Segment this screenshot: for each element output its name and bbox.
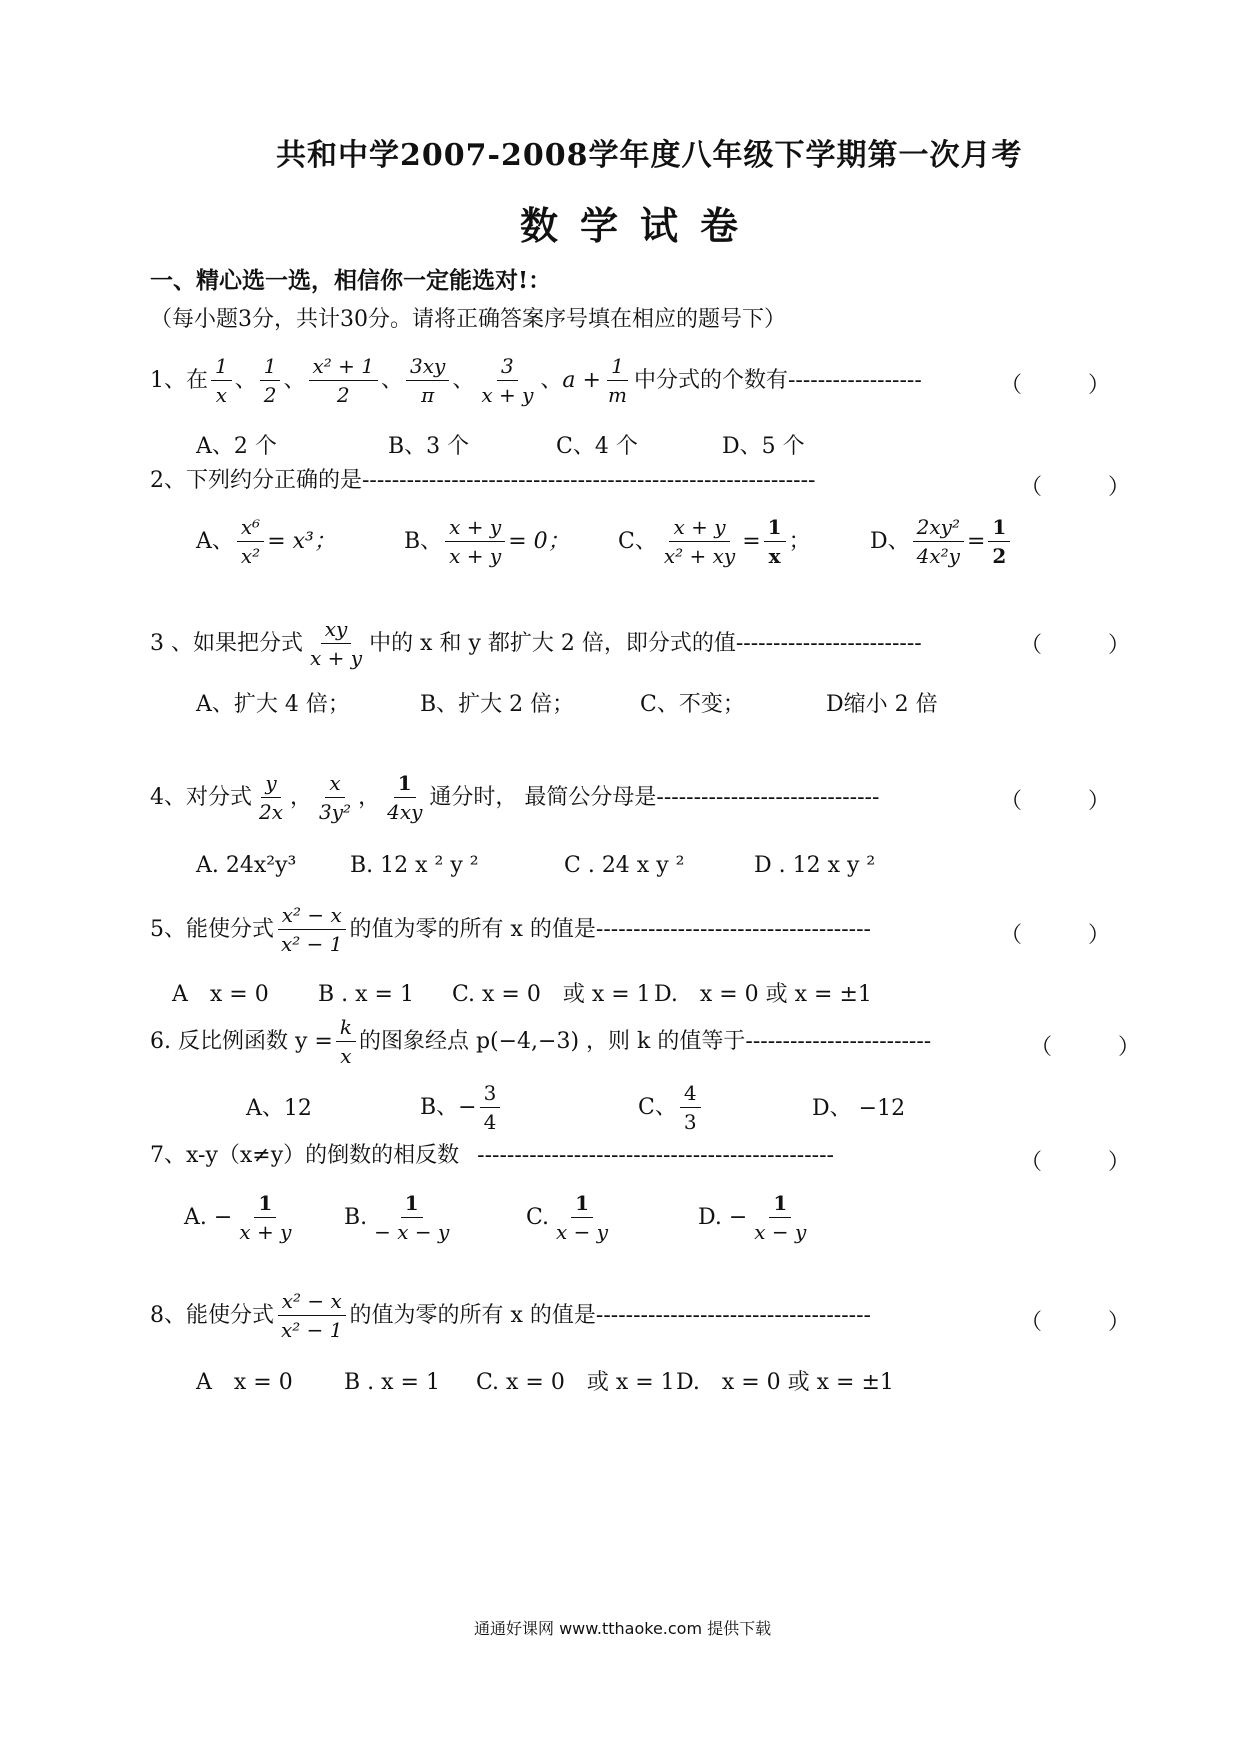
question-stem: 4、对分式 (150, 784, 252, 810)
option-c: C. x = 0 或 x = 1 (476, 1370, 675, 1395)
answer-dashes: ------------------------------------------------------------- (362, 468, 816, 493)
option-d: D . 12 x y ² (754, 853, 876, 878)
option-b: B、− $\frac{3}{4}$ (420, 1082, 503, 1133)
option-a: A、2 个 (196, 434, 277, 459)
question-2 (150, 470, 815, 492)
fraction: $\frac{3xy}{\pi}$ (406, 355, 449, 406)
option-c: C、4 个 (556, 434, 638, 459)
answer-dashes: ------------------------------------- (595, 916, 871, 942)
answer-bracket[interactable]: （ ） (1020, 475, 1131, 500)
option-c: C . 24 x y ² (564, 853, 685, 878)
option-a: A x = 0 (196, 1370, 293, 1395)
question-5: 5、能使分式 $\frac{\text{x² − x}}{\text{x² − 1}}$ 的值为零的所有 x 的值是 ------------------------------------- (150, 903, 871, 956)
question-6: 6. 反比例函数 y = $\frac{k}{x}$ 的图象经点 p(−4,−3) ，则 k 的值等于 ------------------------- (150, 1015, 932, 1068)
answer-dashes: ------------------------------------- (595, 1302, 871, 1328)
option-a: A. 24x²y³ (196, 853, 297, 878)
question-stem: 5、能使分式 (150, 916, 274, 942)
option-a: A x = 0 (172, 982, 269, 1007)
option-d: D. x = 0 或 x = ±1 (654, 982, 872, 1007)
option-c: C、 $\frac{x + y}{\text{x² + xy}}$ = $\frac{1}{x}$ ； (618, 515, 811, 568)
question-stem: 7、x-y（x≠y）的倒数的相反数 (150, 1143, 460, 1168)
option-a: A. − $\frac{1}{x + y}$ (184, 1191, 292, 1244)
fraction: $\frac{xy}{x + y}$ (310, 617, 363, 670)
section-note: （每小题3分，共计30分。请将正确答案序号填在相应的题号下） (150, 307, 786, 332)
exam-subtitle: 数学试卷 (520, 203, 761, 248)
option-d: D. − $\frac{1}{x - y}$ (698, 1191, 807, 1244)
option-a: A、扩大 4 倍； (196, 692, 350, 717)
answer-bracket[interactable]: （ ） (1000, 373, 1111, 398)
question-7 (150, 1145, 834, 1167)
fraction: $\frac{\text{x² + 1}}{2}$ (309, 355, 379, 406)
option-c: C、不变； (640, 692, 745, 717)
answer-dashes: ------------------------- (735, 630, 922, 656)
option-c: C、 $\frac{4}{3}$ (638, 1082, 704, 1133)
option-a: A、12 (246, 1096, 312, 1121)
answer-bracket[interactable]: （ ） (1000, 923, 1111, 948)
question-stem: 8、能使分式 (150, 1302, 274, 1328)
question-stem: 1、在 (150, 367, 208, 393)
exam-title: 共和中学2007-2008学年度八年级下学期第一次月考 (276, 138, 1023, 173)
question-stem: 6. 反比例函数 y = (150, 1028, 333, 1054)
fraction: $\frac{1}{2}$ (260, 355, 281, 406)
section-heading: 一、精心选一选，相信你一定能选对!： (150, 267, 552, 294)
answer-bracket[interactable]: （ ） (1030, 1035, 1141, 1060)
option-c: C. x = 0 或 x = 1 (452, 982, 651, 1007)
answer-dashes: ------------------------------ (656, 784, 880, 810)
option-d: D缩小 2 倍 (826, 692, 938, 717)
option-d: D、5 个 (722, 434, 805, 459)
option-b: B . x = 1 (344, 1370, 440, 1395)
option-b: B、3 个 (388, 434, 470, 459)
option-c: C. $\frac{1}{x - y}$ (526, 1191, 609, 1244)
question-3: 3 、如果把分式 $\frac{xy}{x + y}$ 中的 x 和 y 都扩大 2 倍，即分式的值 ------------------------- (150, 617, 922, 670)
fraction: $\frac{1}{x}$ (211, 355, 232, 406)
question-stem: 2、下列约分正确的是 (150, 468, 362, 493)
answer-dashes: ------------------ (787, 367, 922, 393)
footer-source: 通通好课网 www.tthaoke.com 提供下载 (474, 1619, 772, 1638)
option-b: B、 $\frac{x + y}{x + y}$ = 0； (404, 515, 570, 568)
question-1: 1、在 $\frac{1}{x}$ 、 $\frac{1}{2}$ 、 $\frac{\text{x² + 1}}{2}$ 、 $\frac{3xy}{\pi}$ 、 $\frac{3}{x + y}$ 、 a + $\frac{1}{m}$ 中分式的个数有 ------------------ (150, 354, 922, 407)
option-b: B. 12 x ² y ² (350, 853, 479, 878)
option-b: B、扩大 2 倍； (420, 692, 575, 717)
answer-dashes: ------------------------- (745, 1028, 932, 1054)
option-d: D、 $\frac{\text{2xy²}}{\text{4x²y}}$ = $\frac{1}{2}$ (870, 516, 1013, 567)
answer-bracket[interactable]: （ ） (1020, 1310, 1131, 1335)
question-stem: 3 、如果把分式 (150, 630, 303, 656)
option-d: D. x = 0 或 x = ±1 (676, 1370, 894, 1395)
answer-bracket[interactable]: （ ） (1020, 633, 1131, 658)
option-a: A、 $\frac{\text{x⁶}}{\text{x²}}$ = x³； (196, 515, 336, 568)
fraction: $\frac{3}{x + y}$ (481, 354, 534, 407)
fraction: $\frac{1}{m}$ (607, 354, 627, 407)
option-b: B. $\frac{1}{- x - y}$ (344, 1191, 450, 1244)
answer-dashes: ------------------------------------------------ (477, 1143, 834, 1168)
option-d: D、 −12 (812, 1096, 906, 1121)
question-8: 8、能使分式 $\frac{\text{x² − x}}{\text{x² − 1}}$ 的值为零的所有 x 的值是 ------------------------------------- (150, 1289, 871, 1342)
option-b: B . x = 1 (318, 982, 414, 1007)
question-4: 4、对分式 $\frac{y}{2x}$ ， $\frac{x}{\text{3y²}}$ ， $\frac{1}{4xy}$ 通分时， 最简公分母是 ------------------------------ (150, 771, 880, 824)
answer-bracket[interactable]: （ ） (1020, 1150, 1131, 1175)
answer-bracket[interactable]: （ ） (1000, 789, 1111, 814)
